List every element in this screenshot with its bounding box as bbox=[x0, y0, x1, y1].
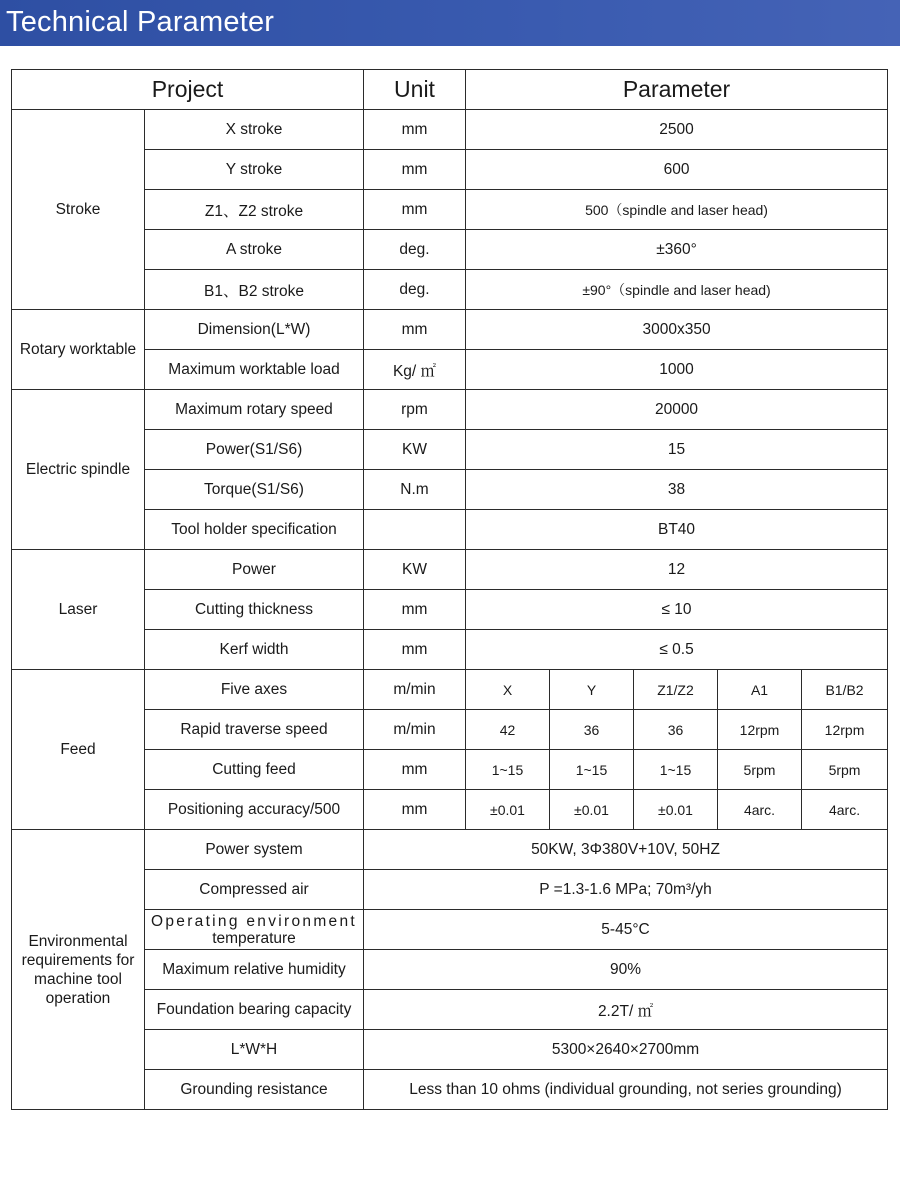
group-electric-spindle: Electric spindle bbox=[12, 390, 145, 550]
unit-cell: KW bbox=[364, 550, 466, 590]
item-cell: A stroke bbox=[145, 230, 364, 270]
item-cell: Rapid traverse speed bbox=[145, 710, 364, 750]
value-cell: 5-45°C bbox=[364, 910, 888, 950]
item-cell: Y stroke bbox=[145, 150, 364, 190]
axis-cell: 5rpm bbox=[718, 750, 802, 790]
unit-cell: m/min bbox=[364, 710, 466, 750]
axis-cell: ±0.01 bbox=[634, 790, 718, 830]
group-rotary-worktable: Rotary worktable bbox=[12, 310, 145, 390]
item-cell: Cutting feed bbox=[145, 750, 364, 790]
unit-cell: KW bbox=[364, 430, 466, 470]
value-cell: 2500 bbox=[466, 110, 888, 150]
item-cell: Maximum relative humidity bbox=[145, 950, 364, 990]
item-cell: Torque(S1/S6) bbox=[145, 470, 364, 510]
item-cell: Compressed air bbox=[145, 870, 364, 910]
value-cell: 50KW, 3Φ380V+10V, 50HZ bbox=[364, 830, 888, 870]
item-cell: Maximum rotary speed bbox=[145, 390, 364, 430]
value-cell: 20000 bbox=[466, 390, 888, 430]
spec-table bbox=[11, 69, 888, 1110]
value-cell: 600 bbox=[466, 150, 888, 190]
value-cell: ≤ 10 bbox=[466, 590, 888, 630]
header-unit: Unit bbox=[364, 70, 466, 110]
axis-cell: 1~15 bbox=[550, 750, 634, 790]
item-cell: Z1、Z2 stroke bbox=[145, 190, 364, 230]
unit-cell: Kg/ ㎡ bbox=[364, 350, 466, 390]
axis-cell: 1~15 bbox=[634, 750, 718, 790]
axis-cell: 36 bbox=[634, 710, 718, 750]
item-line-1: Operating environment bbox=[151, 912, 357, 930]
unit-cell: mm bbox=[364, 110, 466, 150]
value-cell: ±360° bbox=[466, 230, 888, 270]
unit-cell: mm bbox=[364, 630, 466, 670]
item-cell: Five axes bbox=[145, 670, 364, 710]
value-cell: 12 bbox=[466, 550, 888, 590]
item-cell: L*W*H bbox=[145, 1030, 364, 1070]
value-cell: 5300×2640×2700mm bbox=[364, 1030, 888, 1070]
axis-cell: 42 bbox=[466, 710, 550, 750]
axis-cell: 12rpm bbox=[802, 710, 888, 750]
unit-cell: deg. bbox=[364, 230, 466, 270]
item-cell: Tool holder specification bbox=[145, 510, 364, 550]
unit-cell: mm bbox=[364, 590, 466, 630]
table-row bbox=[12, 670, 888, 710]
group-environmental-requirements: Environmental requirements for machine tool operation bbox=[12, 830, 145, 1110]
axis-cell: 36 bbox=[550, 710, 634, 750]
unit-cell: m/min bbox=[364, 670, 466, 710]
axis-cell: X bbox=[466, 670, 550, 710]
item-cell: X stroke bbox=[145, 110, 364, 150]
group-laser: Laser bbox=[12, 550, 145, 670]
value-cell: 3000x350 bbox=[466, 310, 888, 350]
table-row bbox=[12, 110, 888, 150]
value-cell: 15 bbox=[466, 430, 888, 470]
value-cell: 500（spindle and laser head) bbox=[466, 190, 888, 230]
unit-cell: mm bbox=[364, 190, 466, 230]
item-cell: Kerf width bbox=[145, 630, 364, 670]
value-cell: ±90°（spindle and laser head) bbox=[466, 270, 888, 310]
unit-cell: mm bbox=[364, 150, 466, 190]
value-cell: ≤ 0.5 bbox=[466, 630, 888, 670]
value-cell: 2.2T/ ㎡ bbox=[364, 990, 888, 1030]
axis-cell: Y bbox=[550, 670, 634, 710]
item-cell: Positioning accuracy/500 bbox=[145, 790, 364, 830]
unit-cell: rpm bbox=[364, 390, 466, 430]
unit-cell: mm bbox=[364, 790, 466, 830]
axis-cell: 1~15 bbox=[466, 750, 550, 790]
unit-cell bbox=[364, 510, 466, 550]
value-cell: P =1.3-1.6 MPa; 70m³/yh bbox=[364, 870, 888, 910]
table-row bbox=[12, 390, 888, 430]
group-feed: Feed bbox=[12, 670, 145, 830]
axis-cell: 12rpm bbox=[718, 710, 802, 750]
axis-cell: A1 bbox=[718, 670, 802, 710]
value-cell: 1000 bbox=[466, 350, 888, 390]
value-cell: 90% bbox=[364, 950, 888, 990]
unit-cell: N.m bbox=[364, 470, 466, 510]
axis-cell: B1/B2 bbox=[802, 670, 888, 710]
value-cell: BT40 bbox=[466, 510, 888, 550]
unit-cell: mm bbox=[364, 750, 466, 790]
item-cell: Dimension(L*W) bbox=[145, 310, 364, 350]
axis-cell: Z1/Z2 bbox=[634, 670, 718, 710]
item-cell: Cutting thickness bbox=[145, 590, 364, 630]
header-row bbox=[12, 70, 888, 110]
table-row bbox=[12, 830, 888, 870]
table-row bbox=[12, 550, 888, 590]
item-cell: Grounding resistance bbox=[145, 1070, 364, 1110]
page-title: Technical Parameter bbox=[6, 6, 275, 38]
item-cell: Power system bbox=[145, 830, 364, 870]
item-cell bbox=[145, 910, 364, 950]
unit-cell: deg. bbox=[364, 270, 466, 310]
axis-cell: 4arc. bbox=[718, 790, 802, 830]
item-cell: Power bbox=[145, 550, 364, 590]
item-cell: Maximum worktable load bbox=[145, 350, 364, 390]
table-row bbox=[12, 310, 888, 350]
header-parameter: Parameter bbox=[466, 70, 888, 110]
item-cell: Foundation bearing capacity bbox=[145, 990, 364, 1030]
axis-cell: ±0.01 bbox=[466, 790, 550, 830]
group-stroke: Stroke bbox=[12, 110, 145, 310]
axis-cell: ±0.01 bbox=[550, 790, 634, 830]
unit-cell: mm bbox=[364, 310, 466, 350]
header-project: Project bbox=[12, 70, 364, 110]
value-cell: Less than 10 ohms (individual grounding, not series grounding) bbox=[364, 1070, 888, 1110]
axis-cell: 4arc. bbox=[802, 790, 888, 830]
axis-cell: 5rpm bbox=[802, 750, 888, 790]
value-cell: 38 bbox=[466, 470, 888, 510]
item-cell: Power(S1/S6) bbox=[145, 430, 364, 470]
title-banner bbox=[0, 0, 900, 46]
item-cell: B1、B2 stroke bbox=[145, 270, 364, 310]
item-line-2: temperature bbox=[212, 929, 296, 947]
